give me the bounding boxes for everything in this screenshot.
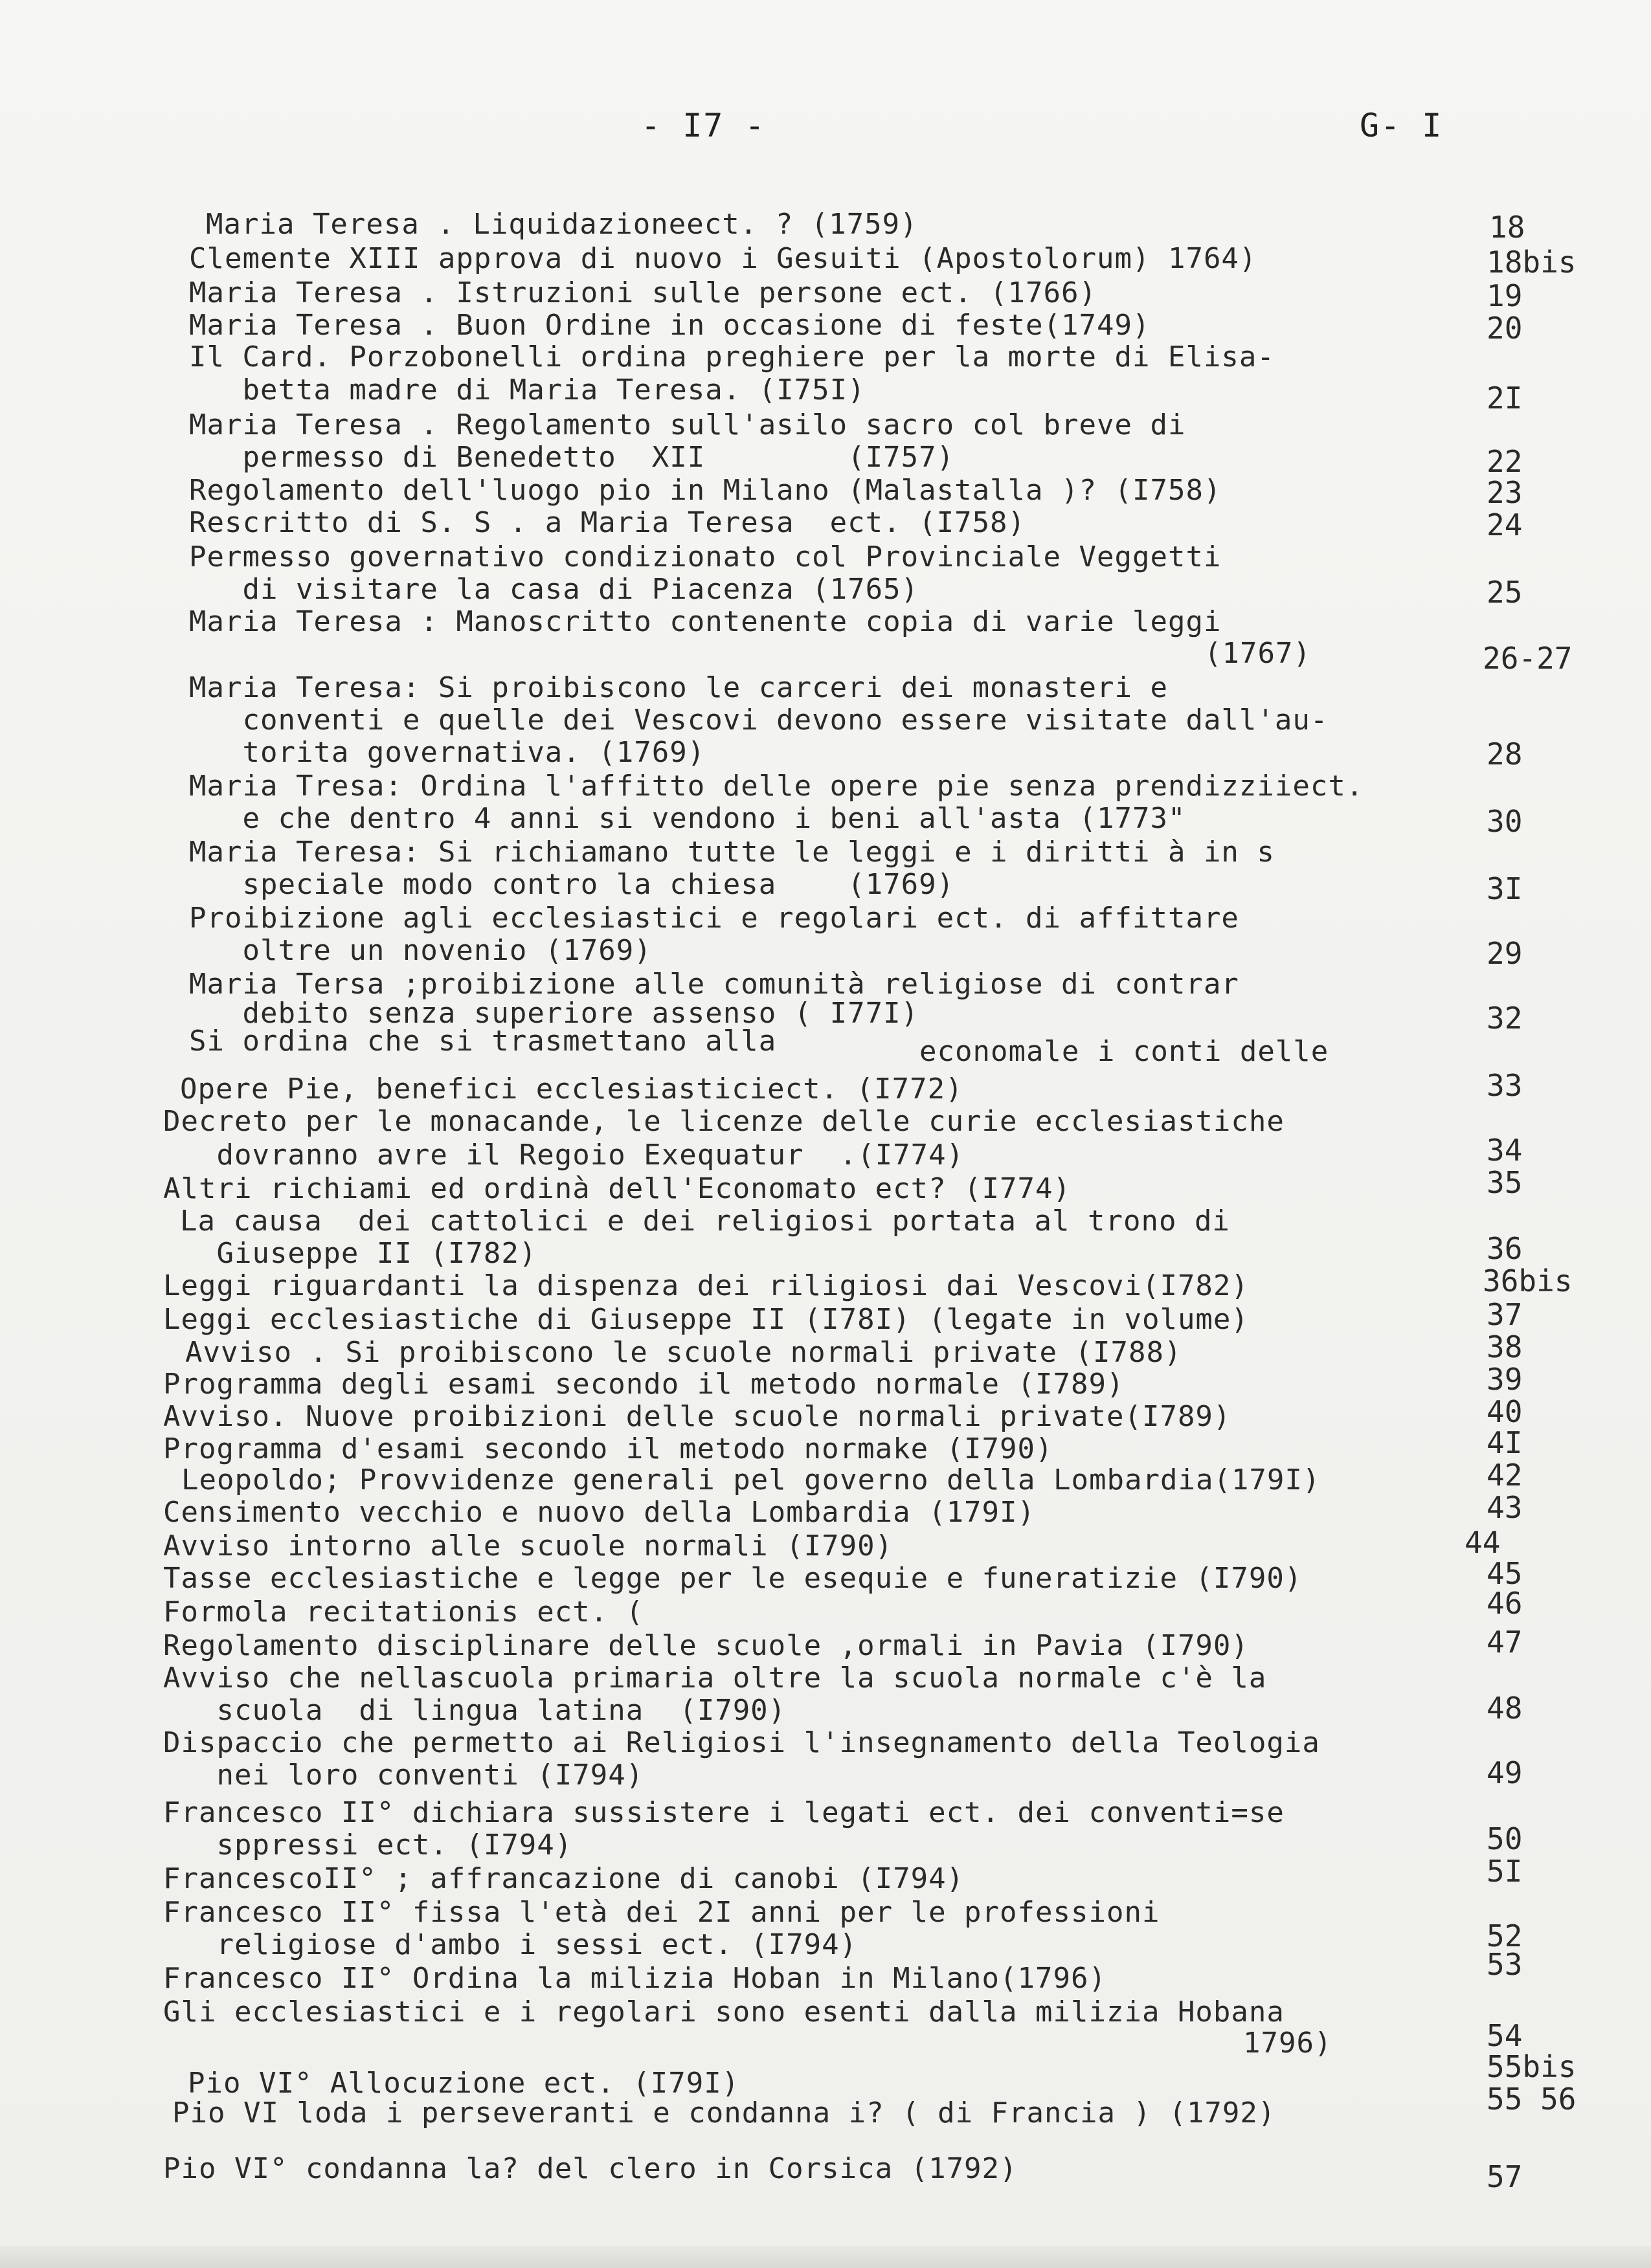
page-number: - I7 -: [641, 107, 766, 144]
ref-number: 50: [1487, 1821, 1523, 1856]
ref-number: 43: [1487, 1490, 1523, 1525]
entry-line: Avviso . Si proibiscono le scuole normali private (I788): [185, 1336, 1182, 1369]
ref-number: 34: [1487, 1133, 1523, 1168]
entry-line: Maria Teresa : Manoscritto contenente copia di varie leggi: [189, 605, 1222, 638]
entry-line: religiose d'ambo i sessi ect. (I794): [163, 1928, 858, 1961]
ref-number: 23: [1487, 475, 1523, 510]
ref-number: 36bis: [1483, 1263, 1573, 1298]
ref-number: 42: [1487, 1458, 1523, 1493]
entry-line: Gli ecclesiastici e i regolari sono esenti dalla milizia Hobana: [163, 1996, 1285, 2029]
entry-line: Francesco II° fissa l'età dei 2I anni per le professioni: [163, 1896, 1160, 1929]
ref-number: 25: [1487, 575, 1523, 610]
entry-line: Rescritto di S. S . a Maria Teresa ect. (I758): [189, 506, 1026, 539]
ref-number: 28: [1487, 737, 1523, 772]
ref-number: 54: [1487, 2018, 1523, 2053]
ref-number: 3I: [1487, 871, 1523, 906]
entry-line: Avviso che nellascuola primaria oltre la scuola normale c'è la: [163, 1662, 1267, 1695]
entry-line: Censimento vecchio e nuovo della Lombardia (179I): [163, 1496, 1036, 1529]
entry-line: Maria Teresa . Liquidazioneect. ? (1759): [206, 208, 918, 241]
entry-line: Maria Teresa: Si richiamano tutte le leggi e i diritti à in s: [189, 836, 1275, 869]
ref-number: 39: [1487, 1362, 1523, 1397]
ref-number: 24: [1487, 507, 1523, 542]
ref-number: 30: [1487, 804, 1523, 839]
ref-number: 33: [1487, 1068, 1523, 1103]
entry-line: conventi e quelle dei Vescovi devono essere visitate dall'au-: [189, 704, 1329, 737]
ref-number: 52: [1487, 1918, 1523, 1953]
entry-line: Dispaccio che permetto ai Religiosi l'insegnamento della Teologia: [163, 1726, 1320, 1759]
entry-line: permesso di Benedetto XII (I757): [189, 441, 955, 474]
entry-line: Permesso governativo condizionato col Provinciale Veggetti: [189, 540, 1222, 573]
entry-line: Decreto per le monacande, le licenze delle curie ecclesiastiche: [163, 1105, 1285, 1138]
ref-number: 4I: [1487, 1425, 1523, 1460]
ref-number: 47: [1487, 1625, 1523, 1660]
entry-line: Francesco II° Ordina la milizia Hoban in Milano(1796): [163, 1962, 1106, 1995]
folder-code: G- I: [1360, 107, 1443, 144]
ref-number: 18: [1489, 210, 1525, 245]
ref-number: 40: [1487, 1394, 1523, 1429]
entry-line: Pio VI° condanna la? del clero in Corsica (1792): [163, 2152, 1018, 2185]
ref-number: 46: [1487, 1586, 1523, 1621]
ref-number: 37: [1487, 1297, 1523, 1332]
ref-number: 19: [1487, 278, 1523, 313]
entry-line: di visitare la casa di Piacenza (1765): [189, 573, 919, 606]
entry-line: Maria Tresa: Ordina l'affitto delle opere pie senza prendizziiect.: [189, 770, 1364, 803]
entry-line: nei loro conventi (I794): [163, 1759, 644, 1792]
entry-line: scuola di lingua latina (I790): [163, 1694, 787, 1727]
entry-line: Leopoldo; Provvidenze generali pel governo della Lombardia(179I): [181, 1463, 1321, 1496]
entry-line: Pio VI° Allocuzione ect. (I79I): [188, 2067, 740, 2100]
entry-line: Maria Teresa . Istruzioni sulle persone ect. (1766): [189, 276, 1097, 309]
entry-line: debito senza superiore assenso ( I77I): [189, 997, 919, 1030]
entry-line: Giuseppe II (I782): [163, 1237, 537, 1270]
entry-line: economale i conti delle: [919, 1035, 1329, 1068]
entry-line: Si ordina che si trasmettano alla: [189, 1025, 777, 1058]
ref-number: 32: [1487, 1001, 1523, 1036]
entry-line: Maria Tersa ;proibizione alle comunità religiose di contrar: [189, 968, 1239, 1001]
entry-line: Il Card. Porzobonelli ordina preghiere per la morte di Elisa-: [189, 340, 1275, 373]
entry-line: FrancescoII° ; affrancazione di canobi (I794): [163, 1862, 965, 1895]
ref-number: 36: [1487, 1231, 1523, 1266]
entry-line: Regolamento dell'luogo pio in Milano (Malastalla )? (I758): [189, 474, 1222, 507]
entry-line: (1767): [1204, 637, 1311, 670]
entry-line: e che dentro 4 anni si vendono i beni all'asta (1773": [189, 802, 1186, 835]
entry-line: Maria Teresa . Buon Ordine in occasione di feste(1749): [189, 309, 1151, 342]
entry-line: Clemente XIII approva di nuovo i Gesuiti (Apostolorum) 1764): [189, 242, 1257, 275]
entry-line: Regolamento disciplinare delle scuole ,ormali in Pavia (I790): [163, 1629, 1249, 1662]
ref-number: 48: [1487, 1691, 1523, 1726]
ref-number: 29: [1487, 936, 1523, 971]
entry-line: Maria Teresa . Regolamento sull'asilo sacro col breve di: [189, 408, 1186, 441]
page-bottom-edge: [0, 2246, 1651, 2268]
entry-line: Opere Pie, benefici ecclesiasticiect. (I772): [180, 1073, 963, 1106]
entry-line: Pio VI loda i perseveranti e condanna i? ( di Francia ) (1792): [172, 2096, 1276, 2129]
ref-number: 45: [1487, 1556, 1523, 1591]
entry-line: Francesco II° dichiara sussistere i legati ect. dei conventi=se: [163, 1796, 1285, 1829]
ref-number: 53: [1487, 1947, 1523, 1982]
entry-line: Avviso. Nuove proibizioni delle scuole normali private(I789): [163, 1400, 1231, 1433]
ref-number: 35: [1487, 1165, 1523, 1200]
ref-number: 49: [1487, 1755, 1523, 1790]
ref-number: 55 56: [1487, 2082, 1577, 2117]
entry-line: 1796): [1243, 2027, 1332, 2060]
ref-number: 20: [1487, 311, 1523, 346]
entry-line: Programma d'esami secondo il metodo normake (I790): [163, 1432, 1053, 1465]
entry-line: betta madre di Maria Teresa. (I75I): [189, 373, 866, 406]
entry-line: La causa dei cattolici e dei religiosi portata al trono di: [180, 1205, 1230, 1238]
ref-number: 18bis: [1487, 245, 1577, 280]
ref-number: 2I: [1487, 381, 1523, 416]
entry-line: Formola recitationis ect. (: [163, 1595, 644, 1629]
ref-number: 38: [1487, 1329, 1523, 1364]
entry-line: oltre un novenio (1769): [189, 934, 652, 967]
entry-line: Leggi riguardanti la dispenza dei riligiosi dai Vescovi(I782): [163, 1269, 1249, 1302]
entry-line: Programma degli esami secondo il metodo normale (I789): [163, 1368, 1125, 1401]
entry-line: Tasse ecclesiastiche e legge per le esequie e funeratizie (I790): [163, 1562, 1303, 1595]
entry-line: sppressi ect. (I794): [163, 1829, 573, 1862]
ref-number: 55bis: [1487, 2049, 1577, 2084]
entry-line: Altri richiami ed ordinà dell'Economato ect? (I774): [163, 1172, 1072, 1205]
ref-number: 57: [1487, 2159, 1523, 2194]
entry-line: torita governativa. (1769): [189, 736, 706, 769]
entry-line: Leggi ecclesiastiche di Giuseppe II (I78I) (legate in volume): [163, 1303, 1249, 1336]
ref-number: 44: [1465, 1525, 1501, 1560]
ref-number: 26-27: [1483, 641, 1573, 676]
entry-line: Avviso intorno alle scuole normali (I790): [163, 1529, 893, 1562]
ref-number: 5I: [1487, 1854, 1523, 1889]
entry-line: Maria Teresa: Si proibiscono le carceri dei monasteri e: [189, 671, 1168, 704]
entry-line: dovranno avre il Regoio Exequatur .(I774): [163, 1139, 965, 1172]
ref-number: 22: [1487, 444, 1523, 479]
entry-line: speciale modo contro la chiesa (1769): [189, 868, 955, 901]
entry-line: Proibizione agli ecclesiastici e regolari ect. di affittare: [189, 902, 1239, 935]
